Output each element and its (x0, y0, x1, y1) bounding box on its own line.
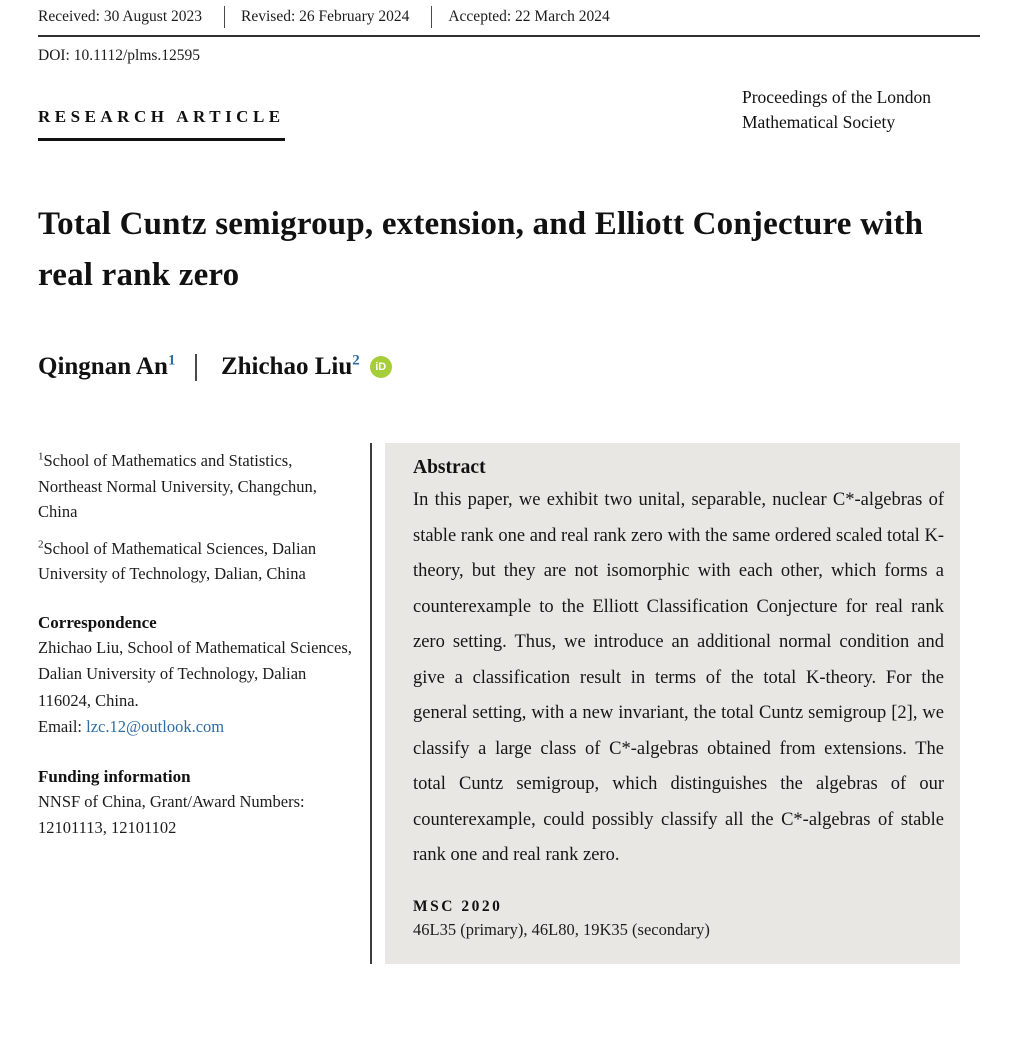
affiliation-2 (38, 536, 352, 587)
email-line (38, 714, 352, 741)
abstract-heading: Abstract (413, 457, 486, 478)
orcid-icon[interactable]: iD (370, 356, 392, 378)
header-row (38, 85, 980, 141)
authors-row (38, 353, 980, 381)
journal-name (742, 85, 980, 135)
email-link[interactable]: lzc.12@outlook.com (86, 717, 225, 736)
journal-name-line1: Proceedings of the London (742, 87, 932, 107)
paper-title: Total Cuntz semigroup, extension, and Elliott Conjecture with real rank zero (38, 206, 924, 293)
columns (38, 443, 980, 964)
article-type-wrap (38, 107, 285, 141)
msc-text: 46L35 (primary), 46L80, 19K35 (secondary) (413, 919, 710, 939)
author-name: Qingnan An (38, 353, 168, 380)
author-qingnan-an (38, 353, 175, 381)
correspondence-text: Zhichao Liu, School of Mathematical Sciences, Dalian University of Technology, Dalian 116024, China. (38, 637, 352, 710)
email-label: Email: (38, 717, 87, 736)
received-date: Received: 30 August 2023 (38, 8, 203, 25)
abstract-box (385, 443, 960, 964)
article-type-label: RESEARCH ARTICLE (38, 107, 285, 141)
author-divider (195, 354, 197, 381)
author-affiliation-sup: 1 (167, 352, 176, 369)
doi-line: DOI: 10.1112/plms.12595 (38, 47, 201, 64)
abstract-body: In this paper, we exhibit two unital, separable, nuclear C*-algebras of stable rank one and real rank zero with the same ordered scaled total K-theory, but they are not isomorphic with each other, which forms a counterexample to the Elliott Classification Conjecture for real rank zero setting. Thus, we introduce an additional normal condition and give a classification result in terms of the total K-theory. For the general setting, with a new invariant, the total Cuntz semigroup [2], we classify a large class of C*-algebras obtained from extensions. The total Cuntz semigroup, which distinguishes the algebras of our counterexample, could possibly classify all the C*-algebras of stable rank one and real rank zero. (413, 490, 944, 865)
dates-bar (38, 6, 980, 37)
author-name: Zhichao Liu (220, 353, 353, 380)
funding-text: NNSF of China, Grant/Award Numbers: 12101113, 12101102 (38, 791, 305, 837)
left-sidebar (38, 443, 370, 964)
affiliation-1 (38, 448, 352, 525)
msc-heading: MSC 2020 (413, 897, 503, 915)
journal-name-line2: Mathematical Society (742, 112, 896, 132)
affiliation-sup: 2 (38, 538, 44, 550)
affiliation-text: School of Mathematical Sciences, Dalian University of Technology, Dalian, China (38, 538, 317, 583)
correspondence-heading: Correspondence (38, 612, 157, 632)
author-affiliation-sup: 2 (352, 352, 360, 369)
author-zhichao-liu (221, 353, 360, 381)
revised-date: Revised: 26 February 2024 (224, 6, 431, 28)
affiliation-sup: 1 (38, 450, 44, 463)
affiliation-text: School of Mathematics and Statistics, Northeast Normal University, Changchun, China (38, 451, 317, 521)
funding-heading: Funding information (38, 766, 191, 786)
column-divider-rule (370, 443, 372, 964)
accepted-date: Accepted: 22 March 2024 (431, 6, 631, 28)
